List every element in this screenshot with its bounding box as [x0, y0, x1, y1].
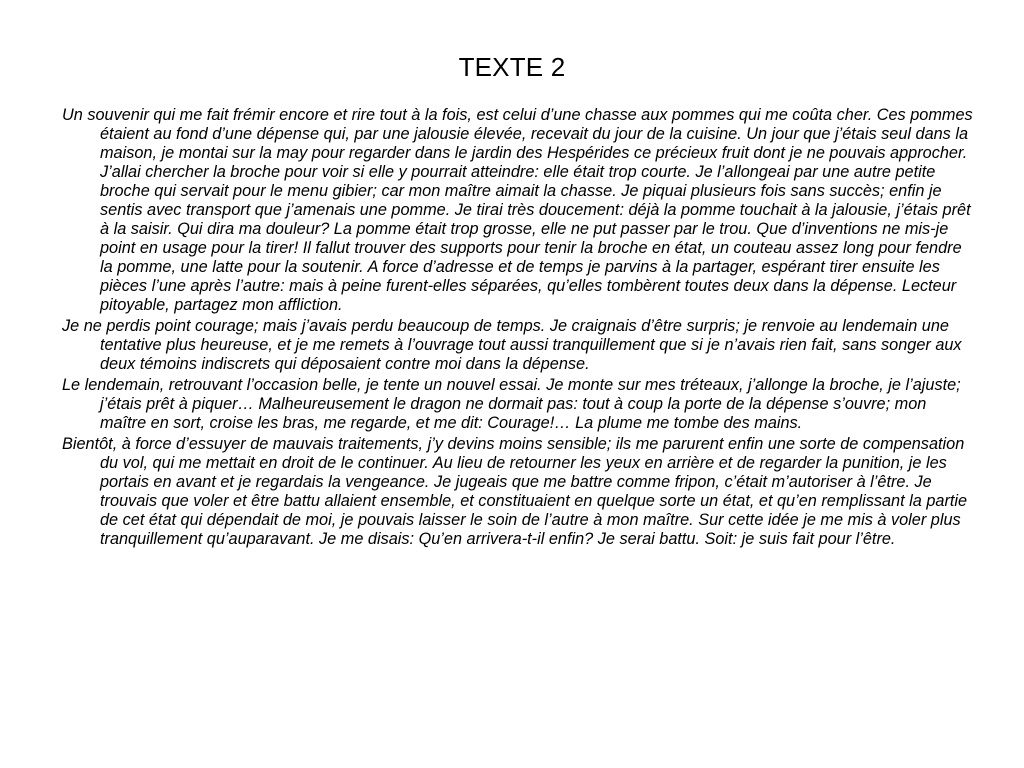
paragraph-2: Je ne perdis point courage; mais j’avais perdu beaucoup de temps. Je craignais d’être surpris; je renvoie au lendemain une tentative plus heureuse, et je me remets à l’ouvrage tout aussi tranquillement que si je n’avais rien fait, sans songer aux deux témoins indiscrets qui déposaient contre moi dans la dépense.	[62, 317, 962, 373]
paragraph-3: Le lendemain, retrouvant l’occasion belle, je tente un nouvel essai. Je monte sur mes tréteaux, j’allonge la broche, je l’ajuste; j’étais prêt à piquer… Malheureusement le dragon ne dormait pas: tout à coup la porte de la dépense s’ouvre; mon maître en sort, croise les bras, me regarde, et me dit: Courage!… La plume me tombe des mains.	[62, 376, 961, 432]
slide-body	[62, 106, 976, 551]
paragraph-4: Bientôt, à force d’essuyer de mauvais traitements, j’y devins moins sensible; ils me parurent enfin une sorte de compensation du vol, qui me mettait en droit de le continuer. Au lieu de retourner les yeux en arrière et de regarder la punition, je les portais en avant et je regardais la vengeance. Je jugeais que me battre comme fripon, c’était m’autoriser à l’être. Je trouvais que voler et être battu allaient ensemble, et constituaient en quelque sorte un état, et qu’en remplissant la partie de cet état qui dépendait de moi, je pouvais laisser le soin de l’autre à mon maître. Sur cette idée je me mis à voler plus tranquillement qu’auparavant. Je me disais: Qu’en arrivera-t-il enfin? Je serai battu. Soit: je suis fait pour l’être.	[62, 435, 968, 548]
slide-title: TEXTE 2	[458, 52, 566, 82]
paragraph-1: Un souvenir qui me fait frémir encore et rire tout à la fois, est celui d’une chasse aux pommes qui me coûta cher. Ces pommes étaient au fond d’une dépense qui, par une jalousie élevée, recevait du jour de la cuisine. Un jour que j’étais seul dans la maison, je montai sur la may pour regarder dans le jardin des Hespérides ce précieux fruit dont je ne pouvais approcher. J’allai chercher la broche pour voir si elle y pourrait atteindre: elle était trop courte. Je l’allongeai par une autre petite broche qui servait pour le menu gibier; car mon maître aimait la chasse. Je piquai plusieurs fois sans succès; enfin je sentis avec transport que j’amenais une pomme. Je tirai très doucement: déjà la pomme touchait à la jalousie, j’étais prêt à la saisir. Qui dira ma douleur? La pomme était trop grosse, elle ne put passer par le trou. Que d’inventions ne mis-je point en usage pour la tirer! Il fallut trouver des supports pour tenir la broche en état, un couteau assez long pour fendre la pomme, une latte pour la soutenir. A force d’adresse et de temps je parvins à la partager, espérant tirer ensuite les pièces l’une après l’autre: mais à peine furent-elles séparées, qu’elles tombèrent toutes deux dans la dépense. Lecteur pitoyable, partagez mon affliction.	[62, 106, 973, 314]
